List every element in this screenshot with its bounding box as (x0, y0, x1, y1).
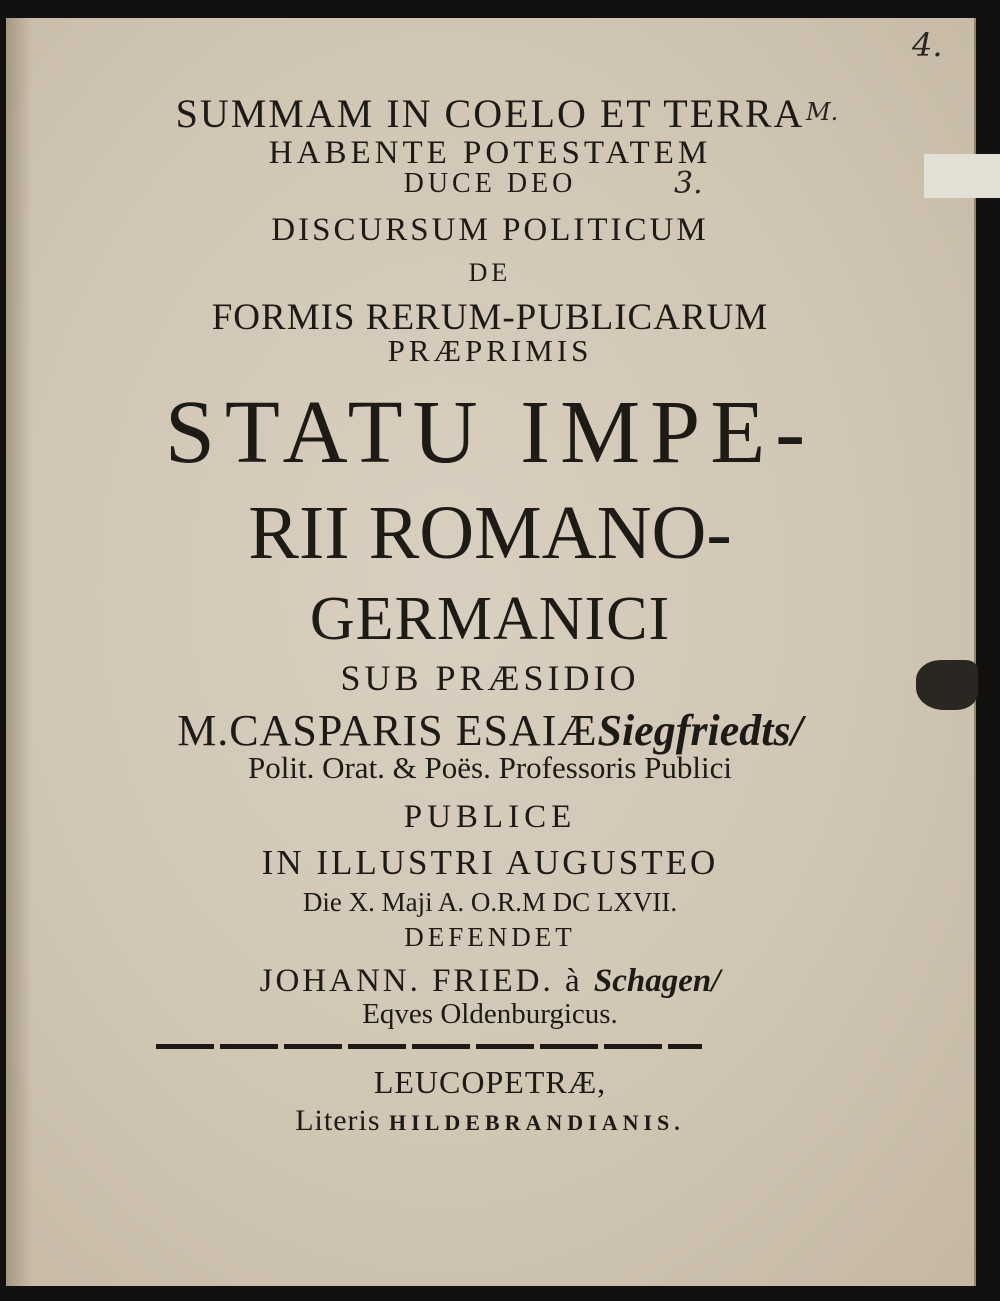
ink-blot (916, 660, 978, 710)
imprint-printer-name: HILDEBRANDIANIS. (389, 1110, 685, 1135)
president-title-line: Polit. Orat. & Poës. Professoris Publici (248, 750, 732, 785)
president-name-gothic: Siegfriedts/ (597, 706, 803, 755)
dedication-line-2: HABENTE POTESTATEM (268, 135, 712, 171)
defendet-line: DEFENDET (404, 922, 576, 952)
president-name-roman: M.CASPARIS ESAIÆ (177, 706, 598, 755)
imprint-printer-prefix: Literis (295, 1104, 381, 1137)
work-title-line-4: PRÆPRIMIS (387, 333, 593, 368)
handwritten-note-mid: 3. (674, 166, 703, 201)
dedication-line-1: SUMMAM IN COELO ET TERRA (175, 91, 805, 136)
work-title-line-1: DISCURSUM POLITICUM (271, 212, 709, 248)
venue-line: IN ILLUSTRI AUGUSTEO (261, 843, 719, 882)
date-line: Die X. Maji A. O.R.M DC LXVII. (302, 887, 678, 917)
paper-tab (924, 154, 1000, 198)
handwritten-page-number: 4. (912, 26, 943, 64)
respondent-name-roman: JOHANN. FRIED. à (259, 963, 583, 999)
work-title-line-2: DE (468, 258, 512, 287)
respondent-name-gothic: Schagen/ (593, 963, 721, 999)
presidency-line: SUB PRÆSIDIO (340, 658, 640, 698)
dedication-line-3: DUCE DEO (403, 168, 577, 199)
ornamental-rule (156, 1044, 702, 1049)
respondent-origin-line: Eqves Oldenburgicus. (362, 998, 618, 1030)
respondent-name-line (6, 965, 974, 998)
publice-line: PUBLICE (403, 799, 577, 835)
main-title-line-3: GERMANICI (309, 585, 671, 653)
main-title-line-2: RII ROMANO- (248, 491, 732, 575)
imprint-place-line: LEUCOPETRÆ, (373, 1064, 607, 1100)
title-page (6, 18, 976, 1286)
president-name-line (6, 706, 974, 755)
main-title-line-1: STATU IMPE- (164, 383, 816, 482)
imprint-printer-line (6, 1106, 974, 1136)
work-title-line-3: FORMIS RERUM-PUBLICARUM (211, 297, 769, 338)
handwritten-note-top: M. (806, 98, 839, 126)
